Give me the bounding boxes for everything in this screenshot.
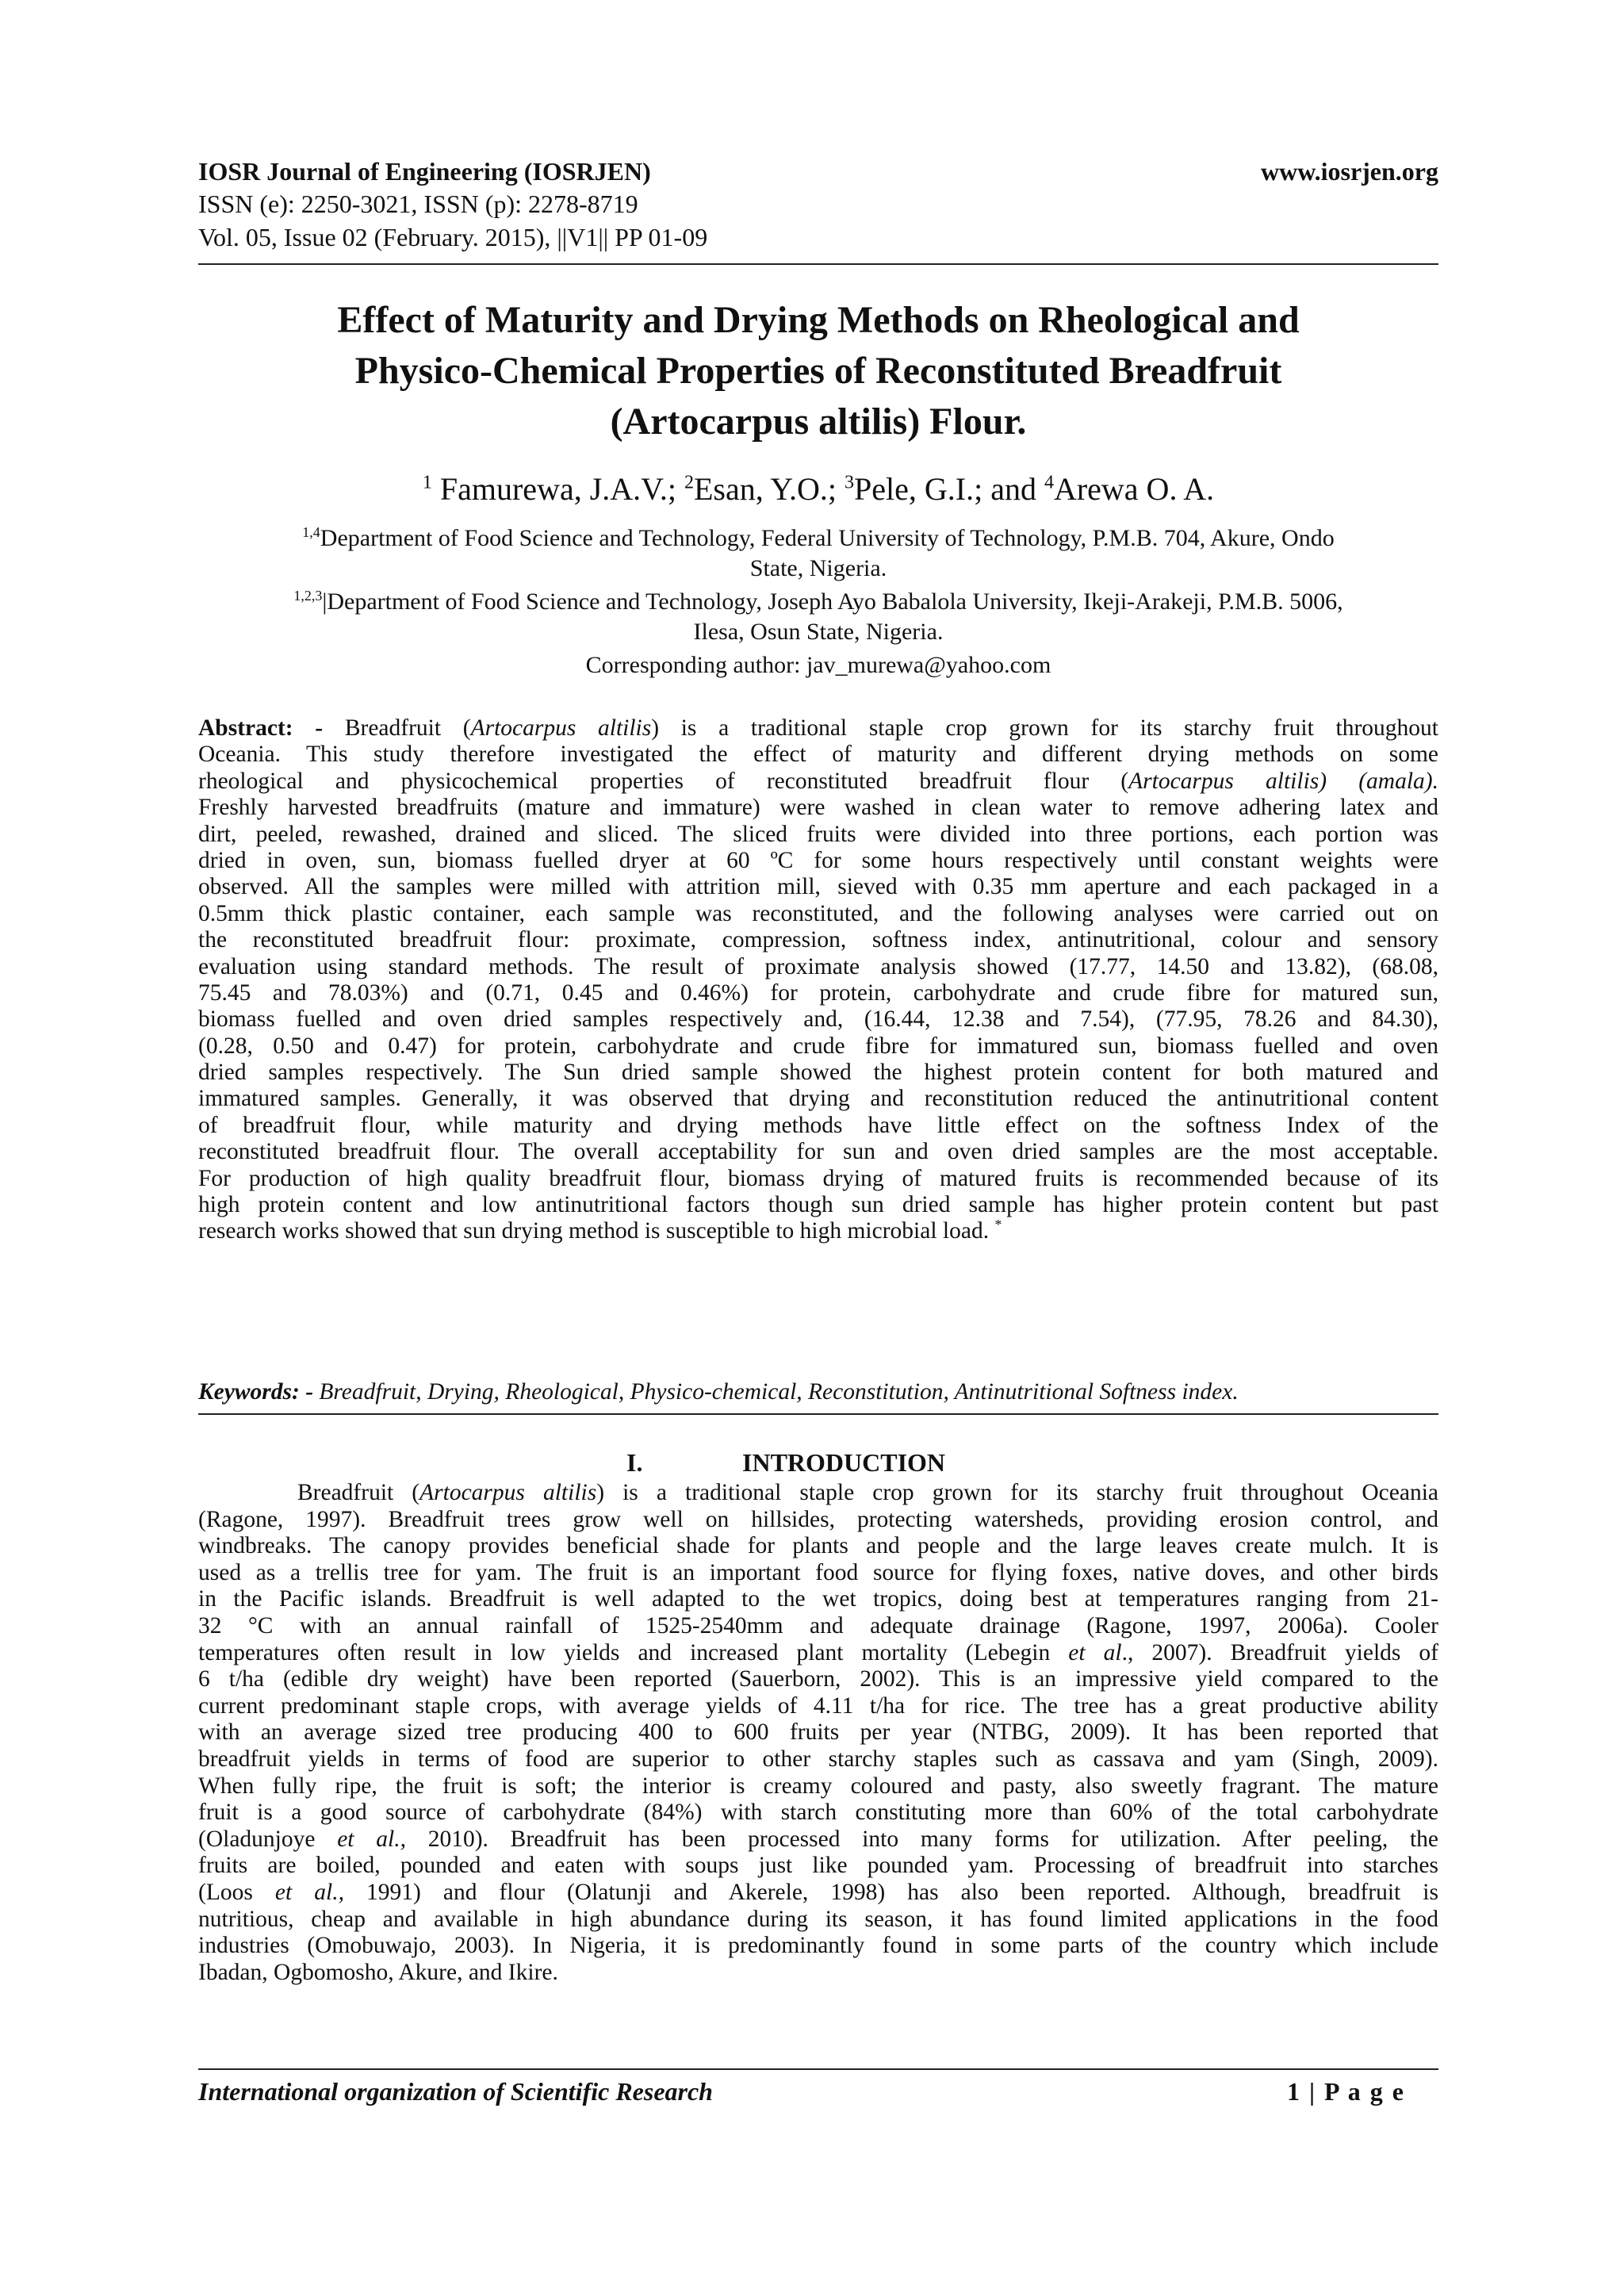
- intro-line: industries (Omobuwajo, 2003). In Nigeria, it is predominantly found in some parts of the country which include: [198, 1933, 1438, 1959]
- abstract-line: biomass fuelled and oven dried samples respectively and, (16.44, 12.38 and 7.54), (77.95, 78.26 and 84.30),: [198, 1006, 1438, 1033]
- intro-line: fruits are boiled, pounded and eaten with soups just like pounded yam. Processing of breadfruit into starches: [198, 1853, 1438, 1879]
- intro-text: Breadfruit (: [297, 1480, 420, 1505]
- intro-line: breadfruit yields in terms of food are superior to other starchy staples such as cassava and yam (Singh, 2009).: [198, 1746, 1438, 1772]
- abstract-text: ) is a traditional staple crop grown for its starchy fruit throughout: [651, 715, 1438, 741]
- abstract-line: observed. All the samples were milled with attrition mill, sieved with 0.35 mm aperture and each packaged in a: [198, 874, 1438, 900]
- species-name: Artocarpus altilis: [470, 715, 652, 741]
- corresponding-author: Corresponding author: jav_murewa@yahoo.com: [585, 652, 1051, 678]
- title-line-1: Effect of Maturity and Drying Methods on Rheological and: [337, 299, 1300, 341]
- abstract-line: reconstituted breadfruit flour. The overall acceptability for sun and oven dried samples are the most acceptable.: [198, 1139, 1438, 1165]
- author-1: Famurewa, J.A.V.;: [439, 471, 676, 507]
- abstract-line: Freshly harvested breadfruits (mature and immature) were washed in clean water to remove adhering latex and: [198, 795, 1438, 821]
- footer-divider: [198, 2068, 1438, 2070]
- journal-header: [198, 155, 1438, 254]
- keywords-text: Breadfruit, Drying, Rheological, Physico-chemical, Reconstitution, Antinutritional Softness index.: [313, 1379, 1239, 1405]
- abstract-line: dried in oven, sun, biomass fuelled dryer at 60 ºC for some hours respectively until constant weights were: [198, 847, 1438, 873]
- intro-line: When fully ripe, the fruit is soft; the interior is creamy coloured and pasty, also sweetly fragrant. The mature: [198, 1773, 1438, 1799]
- footer-organization: International organization of Scientific Research: [198, 2077, 713, 2106]
- abstract-line: the reconstituted breadfruit flour: proximate, compression, softness index, antinutritional, colour and sensory: [198, 927, 1438, 953]
- author-list: [198, 470, 1438, 509]
- intro-text: ., 2007). Breadfruit yields of: [1121, 1639, 1438, 1665]
- page-footer: [198, 2075, 1438, 2108]
- page-number: 1 | P a g e: [1286, 2077, 1405, 2106]
- journal-website: www.iosrjen.org: [1261, 157, 1438, 186]
- affiliation-1: [198, 523, 1438, 584]
- abstract-label: Abstract: -: [198, 715, 324, 741]
- abstract-line: (0.28, 0.50 and 0.47) for protein, carbohydrate and crude fibre for immatured sun, biomass fuelled and oven: [198, 1033, 1438, 1059]
- intro-line: 6 t/ha (edible dry weight) have been reported (Sauerborn, 2002). This is an impressive yield compared to the: [198, 1666, 1438, 1692]
- citation-etal: et al.,: [274, 1879, 344, 1905]
- intro-text: (Oladunjoye: [198, 1826, 338, 1852]
- keywords-label: Keywords: -: [198, 1379, 314, 1405]
- abstract-text: Breadfruit (: [323, 715, 471, 741]
- intro-text: (Loos: [198, 1879, 275, 1905]
- intro-line: with an average sized tree producing 400 to 600 fruits per year (NTBG, 2009). It has been reported that: [198, 1719, 1438, 1746]
- author-4-marker: 4: [1044, 472, 1054, 493]
- abstract-line: dried samples respectively. The Sun dried sample showed the highest protein content for both matured and: [198, 1060, 1438, 1086]
- abstract-line: 75.45 and 78.03%) and (0.71, 0.45 and 0.46%) for protein, carbohydrate and crude fibre for matured sun,: [198, 979, 1438, 1006]
- citation-etal: et al.,: [337, 1826, 406, 1852]
- intro-line: in the Pacific islands. Breadfruit is well adapted to the wet tropics, doing best at temperatures ranging from 21-: [198, 1586, 1438, 1612]
- issn-line: ISSN (e): 2250-3021, ISSN (p): 2278-8719: [198, 190, 638, 218]
- title-line-3: (Artocarpus altilis) Flour.: [610, 401, 1027, 443]
- abstract-line: evaluation using standard methods. The result of proximate analysis showed (17.77, 14.50 and 13.82), (68.08,: [198, 953, 1438, 979]
- intro-text: temperatures often result in low yields and increased plant mortality (Lebegin: [198, 1639, 1069, 1665]
- citation-etal: et al: [1068, 1639, 1122, 1665]
- paper-title: [198, 295, 1438, 447]
- author-3-marker: 3: [845, 472, 854, 493]
- author-2: Esan, Y.O.;: [694, 471, 837, 507]
- species-name: Artocarpus altilis: [419, 1480, 597, 1505]
- header-divider: [198, 263, 1438, 265]
- intro-line: used as a trellis tree for yam. The fruit is an important food source for flying foxes, native doves, and other birds: [198, 1559, 1438, 1585]
- affiliation-2-marker: 1,2,3: [293, 588, 323, 604]
- introduction-body: [198, 1480, 1438, 1986]
- abstract-line: For production of high quality breadfruit flour, biomass drying of matured fruits is recommended because of its: [198, 1165, 1438, 1191]
- abstract-line: Oceania. This study therefore investigated the effect of maturity and different drying methods on some: [198, 742, 1438, 768]
- intro-text: 1991) and flour (Olatunji and Akerele, 1998) has also been reported. Although, breadfruit is: [343, 1879, 1438, 1905]
- author-4: Arewa O. A.: [1053, 471, 1215, 507]
- affiliation-2: [198, 587, 1438, 647]
- species-name: Artocarpus altilis) (amala).: [1128, 768, 1438, 794]
- intro-line: (Ragone, 1997). Breadfruit trees grow well on hillsides, protecting watersheds, providing erosion control, and: [198, 1506, 1438, 1532]
- abstract: [198, 715, 1438, 1245]
- abstract-text: rheological and physicochemical properties of reconstituted breadfruit flour (: [198, 768, 1129, 794]
- abstract-line: research works showed that sun drying method is susceptible to high microbial load.: [198, 1218, 990, 1244]
- author-2-marker: 2: [684, 472, 694, 493]
- intro-line: Ibadan, Ogbomosho, Akure, and Ikire.: [198, 1959, 558, 1985]
- affiliation-2-line-2: Ilesa, Osun State, Nigeria.: [693, 619, 944, 645]
- journal-name: IOSR Journal of Engineering (IOSRJEN): [198, 157, 651, 186]
- intro-line: windbreaks. The canopy provides beneficial shade for plants and people and the large leaves create mulch. It is: [198, 1533, 1438, 1559]
- intro-line: 32 °C with an annual rainfall of 1525-2540mm and adequate drainage (Ragone, 1997, 2006a). Cooler: [198, 1612, 1438, 1639]
- affiliation-1-line-1: Department of Food Science and Technology, Federal University of Technology, P.M.B. 704, Akure, Ondo: [320, 525, 1335, 551]
- abstract-line: high protein content and low antinutritional factors though sun dried sample has higher protein content but past: [198, 1192, 1438, 1218]
- volume-line: Vol. 05, Issue 02 (February. 2015), ||V1|| PP 01-09: [198, 223, 708, 251]
- author-1-marker: 1: [422, 472, 432, 493]
- abstract-line: of breadfruit flour, while maturity and drying methods have little effect on the softness Index of the: [198, 1112, 1438, 1138]
- keywords: [198, 1378, 1438, 1405]
- affiliation-1-line-2: State, Nigeria.: [749, 555, 887, 581]
- footnote-marker: *: [994, 1217, 1002, 1233]
- section-title: INTRODUCTION: [742, 1448, 946, 1477]
- section-number: I.: [626, 1448, 643, 1477]
- intro-line: fruit is a good source of carbohydrate (84%) with starch constituting more than 60% of the total carbohydrate: [198, 1800, 1438, 1826]
- abstract-line: dirt, peeled, rewashed, drained and sliced. The sliced fruits were divided into three portions, each portion was: [198, 821, 1438, 847]
- intro-line: current predominant staple crops, with average yields of 4.11 t/ha for rice. The tree has a great productive ability: [198, 1692, 1438, 1719]
- author-3: Pele, G.I.; and: [854, 471, 1036, 507]
- affiliation-1-marker: 1,4: [302, 524, 320, 540]
- intro-text: ) is a traditional staple crop grown for its starchy fruit throughout Oceania: [596, 1480, 1438, 1505]
- intro-text: 2010). Breadfruit has been processed into many forms for utilization. After peeling, the: [405, 1826, 1438, 1852]
- abstract-line: 0.5mm thick plastic container, each sample was reconstituted, and the following analyses were carried out on: [198, 900, 1438, 926]
- abstract-line: immatured samples. Generally, it was observed that drying and reconstitution reduced the antinutritional content: [198, 1086, 1438, 1112]
- title-line-2: Physico-Chemical Properties of Reconstituted Breadfruit: [354, 350, 1282, 392]
- affiliation-2-line-1: |Department of Food Science and Technology, Joseph Ayo Babalola University, Ikeji-Arakeji, P.M.B. 5006,: [322, 588, 1343, 615]
- intro-line: nutritious, cheap and available in high abundance during its season, it has found limited applications in the food: [198, 1906, 1438, 1932]
- keywords-divider: [198, 1413, 1438, 1415]
